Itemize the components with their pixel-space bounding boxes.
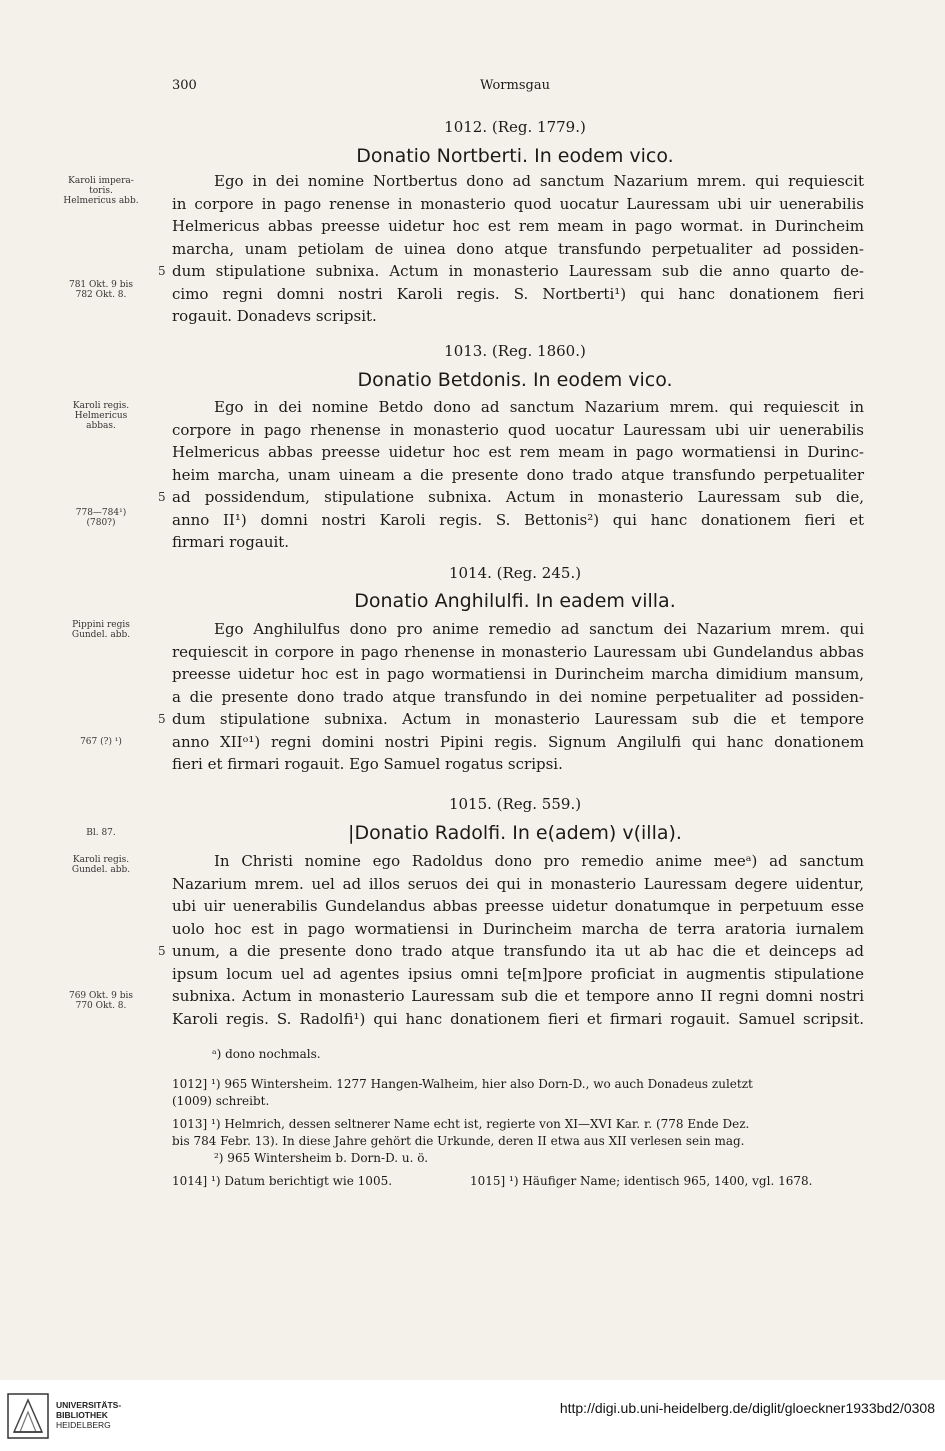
footnote-1014: 1014] ¹) Datum berichtigt wie 1005. [172, 1174, 393, 1188]
library-footer [0, 1380, 945, 1451]
footnotes [172, 1046, 864, 1190]
margin-date-1012: 781 Okt. 9 bis 782 Okt. 8. [68, 280, 134, 300]
entry-title-1013: Donatio Betdonis. In eodem vico. [357, 369, 673, 391]
entry-title-1015: |Donatio Radolfi. In e(adem) v(illa). [348, 822, 682, 844]
library-name: UNIVERSITÄTS- BIBLIOTHEK HEIDELBERG [56, 1400, 122, 1430]
margin-note-1014: Pippini regis Gundel. abb. [71, 620, 131, 640]
margin-date-1013: 778—784¹) (780?) [75, 508, 127, 528]
entry-title-1014: Donatio Anghilulfi. In eadem villa. [354, 590, 676, 612]
margin-note-1013: Karoli regis. Helmericus abbas. [72, 401, 130, 431]
entry-heading-1012: 1012. (Reg. 1779.) [444, 118, 586, 136]
running-title: Wormsgau [480, 78, 550, 93]
margin-note-1015: Karoli regis. Gundel. abb. [71, 855, 131, 875]
permalink-url[interactable]: http://digi.ub.uni-heidelberg.de/diglit/gloeckner1933bd2/0308 [559, 1400, 935, 1416]
margin-note-1012: Karoli impera- toris. Helmericus abb. [63, 176, 139, 206]
margin-date-1015: 769 Okt. 9 bis 770 Okt. 8. [68, 991, 134, 1011]
footnote-1013-3: ²) 965 Wintersheim b. Dorn-D. u. ö. [214, 1151, 429, 1165]
entry-text-1015: In Christi nomine ego Radoldus dono pro remedio anime meeᵃ) ad sanctum Nazarium mrem. uel ad illos seruos dei qui in monasterio Lauressam degere uidentur, ubi uir uenerabilis Gundelandus abbas preesse uidetur donatumque in perpetuum esse uolo hoc est in pago wormatiensi in Durincheim marcha de terra aratoria iurnalem unum, a die presente dono trado atque transfundo ita ut ab hac die et deinceps ad ipsum locum uel ad agentes ipsius omni te[m]pore proficiat in augmentis stipulatione subnixa. Actum in monasterio Lauressam sub die et tempore anno II regni domni nostri Karoli regis. S. Radolfi¹) qui hanc donationem fieri et firmari rogauit. Samuel scripsit. 5 [158, 852, 864, 1028]
footnote-1013-1: 1013] ¹) Helmrich, dessen seltnerer Name echt ist, regierte von XI—XVI Kar. r. (778 Ende Dez. [172, 1117, 750, 1131]
footnote-a: ᵃ) dono nochmals. [212, 1047, 321, 1061]
footnote-1012-2: (1009) schreibt. [172, 1094, 270, 1108]
footnote-1015: 1015] ¹) Häufiger Name; identisch 965, 1400, vgl. 1678. [470, 1174, 813, 1188]
footnote-1012-1: 1012] ¹) 965 Wintersheim. 1277 Hangen-Walheim, hier also Dorn-D., wo auch Donadeus zuletzt [172, 1077, 753, 1091]
entry-text-1012: Ego in dei nomine Nortbertus dono ad sanctum Nazarium mrem. qui requiescit in corpore in pago renense in monasterio quod uocatur Lauressam ubi uir uenerabilis Helmericus abbas preesse uidetur hoc est rem meam in pago wormat. in Durincheim marcha, unam petiolam de uinea dono atque transfundo perpetualiter ad possiden- dum stipulatione subnixa. Actum in monasterio Lauressam sub die anno quarto de- cimo regni domni nostri Karoli regis. S. Nortberti¹) qui hanc donationem fieri rogauit. Donadevs scripsit. 5 [158, 172, 864, 325]
university-library-logo-icon [6, 1392, 50, 1440]
entry-text-1014: Ego Anghilulfus dono pro anime remedio ad sanctum dei Nazarium mrem. qui requiescit in corpore in pago rhenense in monasterio Lauressam ubi Gundelandus abbas preesse uidetur hoc est in pago wormatiensi in Durincheim marcha dimidium mansum, a die presente dono trado atque transfundo in dei nomine perpetualiter ad possiden- dum stipulatione subnixa. Actum in monasterio Lauressam sub die et tempore anno XIIᵒ¹) regni domini nostri Pipini regis. Signum Angilulfi qui hanc donationem fieri et firmari rogauit. Ego Samuel rogatus scripsi. 5 [158, 620, 864, 773]
entry-heading-1013: 1013. (Reg. 1860.) [444, 342, 586, 360]
entry-text-1013: Ego in dei nomine Betdo dono ad sanctum Nazarium mrem. qui requiescit in corpore in pago rhenense in monasterio quod uocatur Lauressam ubi uir uenerabilis Helmericus abbas preesse uidetur hoc est rem meam in pago wormatiensi in Durinc- heim marcha, unam uineam a die presente dono trado atque transfundo perpetualiter ad possidendum, stipulatione subnixa. Actum in monasterio Lauressam sub die, anno II¹) domni nostri Karoli regis. S. Bettonis²) qui hanc donationem fieri et firmari rogauit. 5 [158, 398, 864, 551]
footnote-1013-2: bis 784 Febr. 13). In diese Jahre gehört die Urkunde, deren II etwa aus XII verlesen sein mag. [172, 1134, 745, 1148]
entry-title-1012: Donatio Nortberti. In eodem vico. [356, 145, 674, 167]
entry-heading-1015: 1015. (Reg. 559.) [448, 795, 582, 813]
page-number: 300 [172, 78, 197, 93]
margin-date-1014: 767 (?) ¹) [80, 737, 122, 747]
entry-heading-1014: 1014. (Reg. 245.) [448, 564, 582, 582]
margin-folio-1015: Bl. 87. [86, 828, 116, 838]
